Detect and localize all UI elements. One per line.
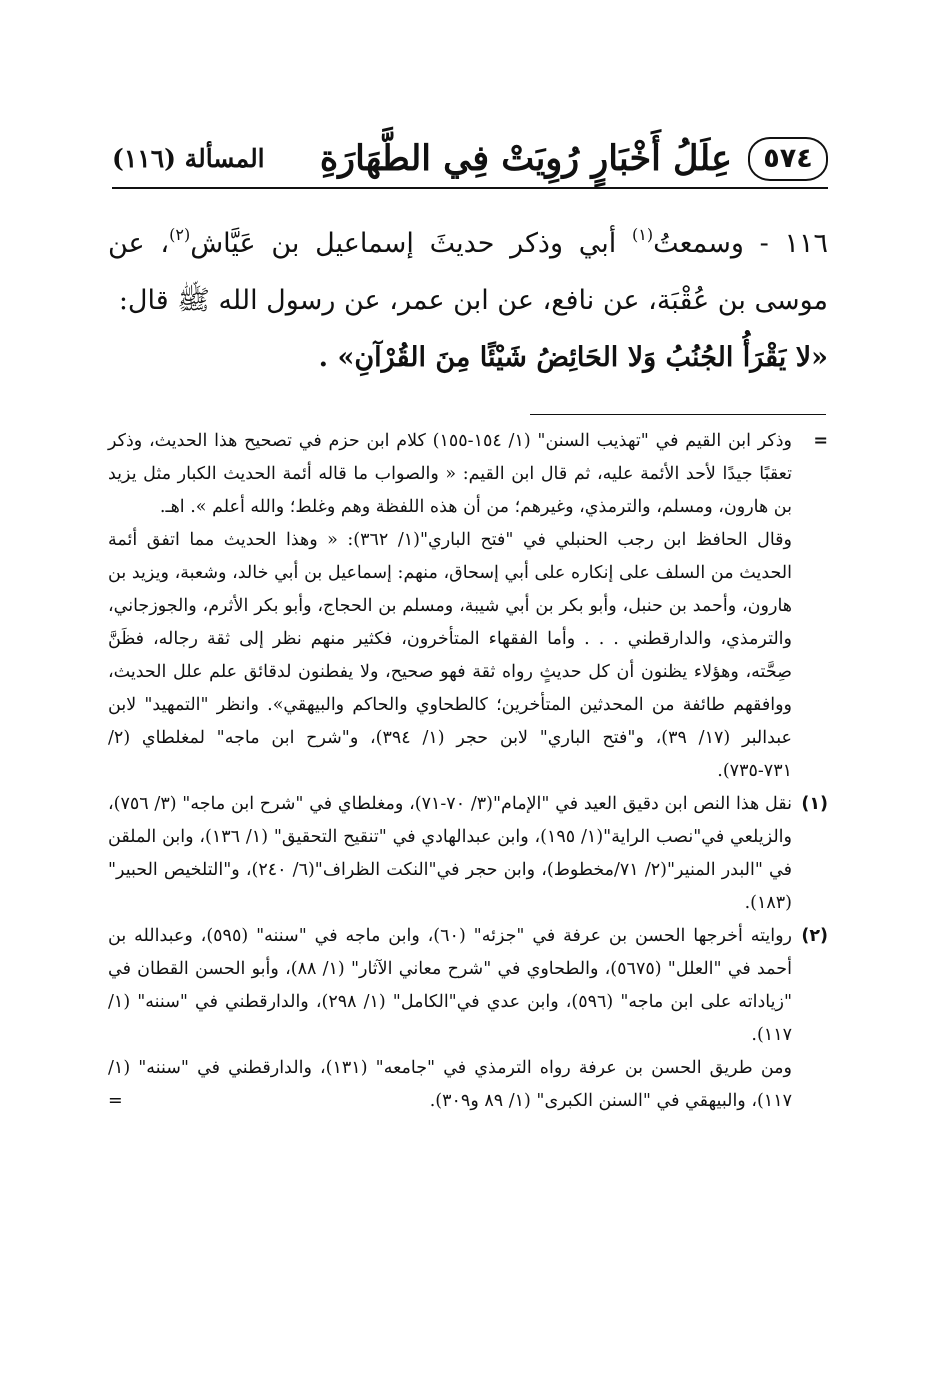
footnote-paragraph: وذكر ابن القيم في "تهذيب السنن" (١/ ١٥٤-١٥٥) كلام ابن حزم في تصحيح هذا الحديث، وذكر تعقبًا جيدًا لأحد الأئمة عليه، ثم قال ابن القيم: « والصواب ما قاله أئمة الحديث الكبار مثل يزيد بن هارون، ومسلم، والترمذي، وغيرهم؛ من أن هذه اللفظة وهم وغلط؛ والله أعلم ». اهـ. <box>108 431 792 517</box>
main-text <box>108 206 828 386</box>
main-paragraph <box>108 206 828 329</box>
footnote-separator <box>530 414 826 415</box>
footnote-ref-1: (١) <box>631 225 654 244</box>
page-header <box>112 133 828 189</box>
footnote-paragraph: نقل هذا النص ابن دقيق العيد في "الإمام"(٣/ ٧٠-٧١)، ومغلطاي في "شرح ابن ماجه" (٣/ ٧٥٦)، والزيلعي في"نصب الراية"(١/ ١٩٥)، وابن عبدالهادي في "تنقيح التحقيق" (١/ ١٣٦)، وابن الملقن في "البدر المنير"(٢/ ٧١/مخطوط)، وابن حجر في"النكت الظراف"(٦/ ٢٤٠)، و"التلخيص الحبير"(١٨٣). <box>108 794 792 913</box>
footnote-paragraph: روايته أخرجها الحسن بن عرفة في "جزئه" (٦٠)، وابن ماجه في "سننه" (٥٩٥)، وعبدالله بن أحمد في "العلل" (٥٦٧٥)، والطحاوي في "شرح معاني الآثار" (١/ ٨٨)، وأبو الحسن القطان في "زياداته على ابن ماجه" (٥٩٦)، وابن عدي في"الكامل" (١/ ٢٩٨)، والدارقطني في "سننه" (١/ ١١٧). <box>108 926 792 1045</box>
main-text-part3: ، عن موسى بن عُقْبَة، عن نافع، عن ابن عمر، عن رسول الله ﷺ قال: <box>108 228 828 316</box>
footnote-1 <box>108 788 828 920</box>
book-title: عِلَلُ أَخْبَارٍ رُوِيَتْ فِي الطَّهَارَةِ <box>319 138 732 179</box>
main-text-part2: أبي وذكر حديثَ إسماعيل بن عَيَّاش <box>190 228 632 259</box>
footnote-2 <box>108 920 828 1118</box>
header-rule <box>112 187 828 189</box>
continuation-mark: = <box>813 431 828 451</box>
footnote-1-mark: (١) <box>801 794 828 814</box>
hadith-text: «لا يَقْرَأُ الجُنُبُ وَلا الحَائِضُ شَيْئًا مِنَ القُرْآنِ» . <box>318 342 828 373</box>
footnote-paragraph: ومن طريق الحسن بن عرفة رواه الترمذي في "جامعه" (١٣١)، والدارقطني في "سننه" (١/ ١١٧)، والبيهقي في "السنن الكبرى" (١/ ٨٩ و٣٠٩). <box>108 1058 792 1111</box>
continues-mark: = <box>108 1091 123 1111</box>
page-number: ٥٧٤ <box>748 137 828 181</box>
footnote-paragraph: وقال الحافظ ابن رجب الحنبلي في "فتح الباري"(١/ ٣٦٢): « وهذا الحديث مما اتفق أئمة الحديث من السلف على إنكاره على أبي إسحاق، منهم: إسماعيل بن أبي خالد، وشعبة، ويزيد بن هارون، وأحمد بن حنبل، وأبو بكر بن أبي شيبة، ومسلم بن الحجاج، وأبو بكر الأثرم، والجوزجاني، والترمذي، والدارقطني . . . وأما الفقهاء المتأخرون، فكثير منهم نظر إلى ثقة رجاله، فظَنَّ صِحَّته، وهؤلاء يظنون أن كل حديثٍ رواه ثقة فهو صحيح، ولا يفطنون لدقائق علم علل الحديث، ووافقهم طائفة من المحدثين المتأخرين؛ كالطحاوي والحاكم والبيهقي». وانظر "التمهيد" لابن عبدالبر (١٧/ ٣٩)، و"فتح الباري" لابن حجر (١/ ٣٩٤)، و"شرح ابن ماجه" لمغلطاي (٢/ ٧٣١-٧٣٥). <box>108 530 793 781</box>
footnote-continued <box>108 425 828 788</box>
footnote-2-mark: (٢) <box>801 926 828 946</box>
footnotes <box>108 425 828 1118</box>
footnote-ref-2: (٢) <box>169 225 191 244</box>
issue-label: المسألة (١١٦) <box>112 144 265 173</box>
main-text-part1: ١١٦ - وسمعتُ <box>653 228 828 259</box>
